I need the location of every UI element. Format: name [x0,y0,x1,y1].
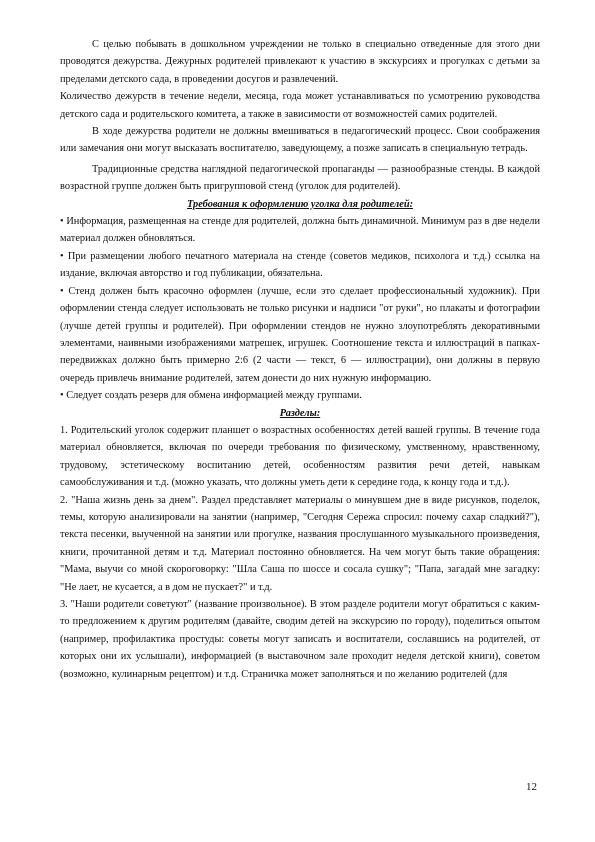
document-body [60,36,540,683]
page-number: 12 [526,781,537,793]
body-paragraph: • Информация, размещенная на стенде для родителей, должна быть динамичной. Минимум раз в две недели материал должен обновляться. [60,216,540,245]
body-paragraph: 3. "Наши родители советуют" (название произвольное). В этом разделе родители могут обратиться с каким-то предложением к другим родителям (давайте, сводим детей на экскурсию по городу), поделиться опытом (например, профилактика простуды: советы могут записать и воспитатели, сославшись на родителей, от которых они их услышали), информацией (в выставочном зале проходит неделя детской книги), советом (возможно, кулинарным рецептом) и т.д. Страничка может заполняться и по желанию родителей (для [60,599,540,680]
body-paragraph: • Стенд должен быть красочно оформлен (лучше, если это сделает профессиональный художник). При оформлении стенда следует использовать не только рисунки и надписи "от руки", но плакаты и фотографии (лучше детей группы и родителей). При оформлении стендов не нужно злоупотреблять декоративными элементами, наивными изображениями матрешек, игрушек. Соотношение текста и иллюстраций в папках-передвижках должно быть примерно 2:6 (2 части — текст, 6 — иллюстрации), они должны в первую очередь привлечь внимание родителей, затем донести до них нужную информацию. [60,285,540,384]
body-paragraph: В ходе дежурства родители не должны вмешиваться в педагогический процесс. Свои соображения или замечания они могут высказать воспитателю, заведующему, а позже записать в специальную тетрадь. [60,126,540,155]
body-paragraph: С целью побывать в дошкольном учреждении не только в специально отведенные для этого дни проводятся дежурства. Дежурных родителей привлекают к участию в экскурсиях и прогулках с детьми за пределами детского сада, в проведении досугов и развлечений. [60,39,540,85]
body-paragraph: Традиционные средства наглядной педагогической пропаганды — разнообразные стенды. В каждой возрастной группе должен быть пригрупповой стенд (уголок для родителей). [60,163,540,193]
body-paragraph: Количество дежурств в течение недели, месяца, года может устанавливаться по усмотрению руководства детского сада и родительского комитета, а также в зависимости от возможностей самих родителей. [60,91,540,120]
section-heading: Разделы: [279,407,321,419]
body-paragraph: • Следует создать резерв для обмена информацией между группами. [60,390,362,402]
section-heading: Требования к оформлению уголка для родителей: [186,198,414,210]
body-paragraph: 2. "Наша жизнь день за днем". Раздел представляет материалы о минувшем дне в виде рисунков, поделок, темы, которую анализировали на занятии (например, "Сегодня Сережа спросил: почему сахар сладкий?"), текста песенки, выученной на занятии или прогулке, названия прослушанного музыкального произведения, книги, прочитанной детям и т.д. Материал постоянно обновляется. На чем могут быть такие обращения: "Мама, выучи со мной скороговорку: "Шла Саша по шоссе и сосала сушку"; "Папа, загадай мне загадку: "Не лает, не кусается, а в дом не пускает?" и т.д. [60,494,540,593]
body-paragraph: 1. Родительский уголок содержит планшет о возрастных особенностях детей вашей группы. В течение года материал обновляется, включая по очереди требования по физическому, умственному, нравственному, трудовому, эстетическому воспитанию детей, особенностям развития речи детей, навыкам самообслуживания и т.д. (можно указать, что должны уметь дети к середине года, к концу года и т.д.). [60,424,540,489]
body-paragraph: • При размещении любого печатного материала на стенде (советов медиков, психолога и т.д.) ссылка на издание, включая авторство и год публикации, обязательна. [60,250,540,280]
